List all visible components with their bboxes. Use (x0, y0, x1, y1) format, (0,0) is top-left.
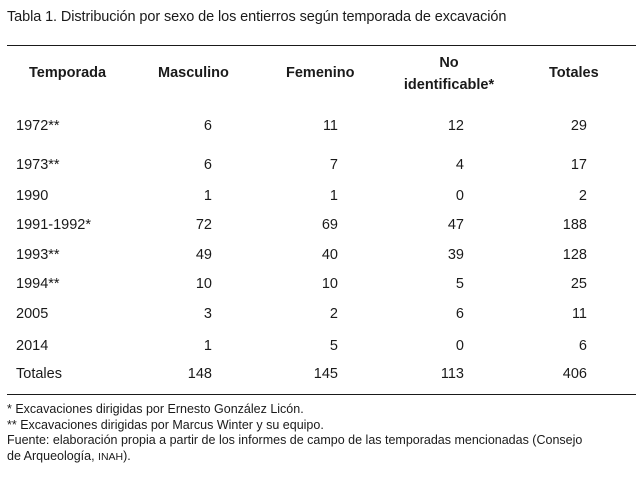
cell-femenino: 145 (313, 366, 338, 382)
cell-no-identificable: 5 (455, 276, 464, 292)
cell-no-identificable: 0 (455, 338, 464, 354)
cell-no-identificable: 6 (455, 306, 464, 322)
cell-temporada: Totales (16, 366, 62, 382)
table-notes (7, 402, 637, 465)
cell-masculino: 6 (203, 118, 212, 134)
cell-femenino: 2 (329, 306, 338, 322)
cell-masculino: 148 (187, 366, 212, 382)
cell-masculino: 1 (203, 338, 212, 354)
cell-temporada: 1972** (16, 118, 60, 134)
cell-temporada: 2014 (16, 338, 49, 354)
header-femenino: Femenino (286, 65, 355, 81)
note-source-line2 (7, 449, 637, 466)
header-no-identificable (393, 52, 505, 96)
cell-masculino: 3 (203, 306, 212, 322)
note-source-line1: Fuente: elaboración propia a partir de los informes de campo de las temporadas mencionadas (Consejo (7, 433, 583, 447)
cell-femenino: 1 (329, 188, 338, 204)
note-source-line2-end: ). (123, 448, 131, 463)
cell-masculino: 49 (195, 247, 212, 263)
cell-totales: 17 (570, 157, 587, 173)
cell-temporada: 1994** (16, 276, 60, 292)
header-no-identificable-line2: identificable* (403, 77, 495, 93)
cell-no-identificable: 47 (447, 217, 464, 233)
cell-femenino: 40 (321, 247, 338, 263)
header-totales: Totales (549, 65, 599, 81)
cell-totales: 406 (562, 366, 587, 382)
cell-femenino: 7 (329, 157, 338, 173)
cell-no-identificable: 12 (447, 118, 464, 134)
cell-totales: 188 (562, 217, 587, 233)
header-no-identificable-line1: No (439, 55, 459, 71)
cell-no-identificable: 113 (440, 366, 464, 382)
cell-no-identificable: 0 (455, 188, 464, 204)
note-source-line2-start: de Arqueología, (7, 448, 99, 463)
note-asterisk: * Excavaciones dirigidas por Ernesto González Licón. (7, 402, 304, 416)
cell-totales: 2 (578, 188, 587, 204)
cell-temporada: 2005 (16, 306, 49, 322)
cell-totales: 11 (571, 306, 587, 322)
header-temporada: Temporada (29, 65, 107, 81)
table-caption: Tabla 1. Distribución por sexo de los entierros según temporada de excavación (7, 9, 507, 25)
note-double-asterisk: ** Excavaciones dirigidas por Marcus Winter y su equipo. (7, 417, 324, 432)
cell-masculino: 72 (195, 217, 212, 233)
cell-temporada: 1973** (16, 157, 60, 173)
cell-femenino: 10 (321, 276, 338, 292)
header-masculino: Masculino (158, 65, 229, 81)
cell-masculino: 6 (203, 157, 212, 173)
table-top-rule (7, 45, 636, 46)
cell-totales: 29 (570, 118, 587, 134)
cell-temporada: 1993** (16, 247, 60, 263)
cell-temporada: 1990 (16, 188, 49, 204)
cell-temporada: 1991-1992* (16, 217, 91, 233)
note-source-abbr: INAH (98, 450, 124, 463)
cell-masculino: 1 (203, 188, 212, 204)
cell-no-identificable: 4 (455, 157, 464, 173)
cell-totales: 128 (562, 247, 587, 263)
table-bottom-rule (7, 394, 636, 395)
cell-no-identificable: 39 (447, 247, 464, 263)
cell-masculino: 10 (195, 276, 212, 292)
cell-totales: 25 (570, 276, 587, 292)
cell-femenino: 5 (329, 338, 338, 354)
cell-totales: 6 (578, 338, 587, 354)
cell-femenino: 69 (321, 217, 338, 233)
cell-femenino: 11 (322, 118, 338, 134)
